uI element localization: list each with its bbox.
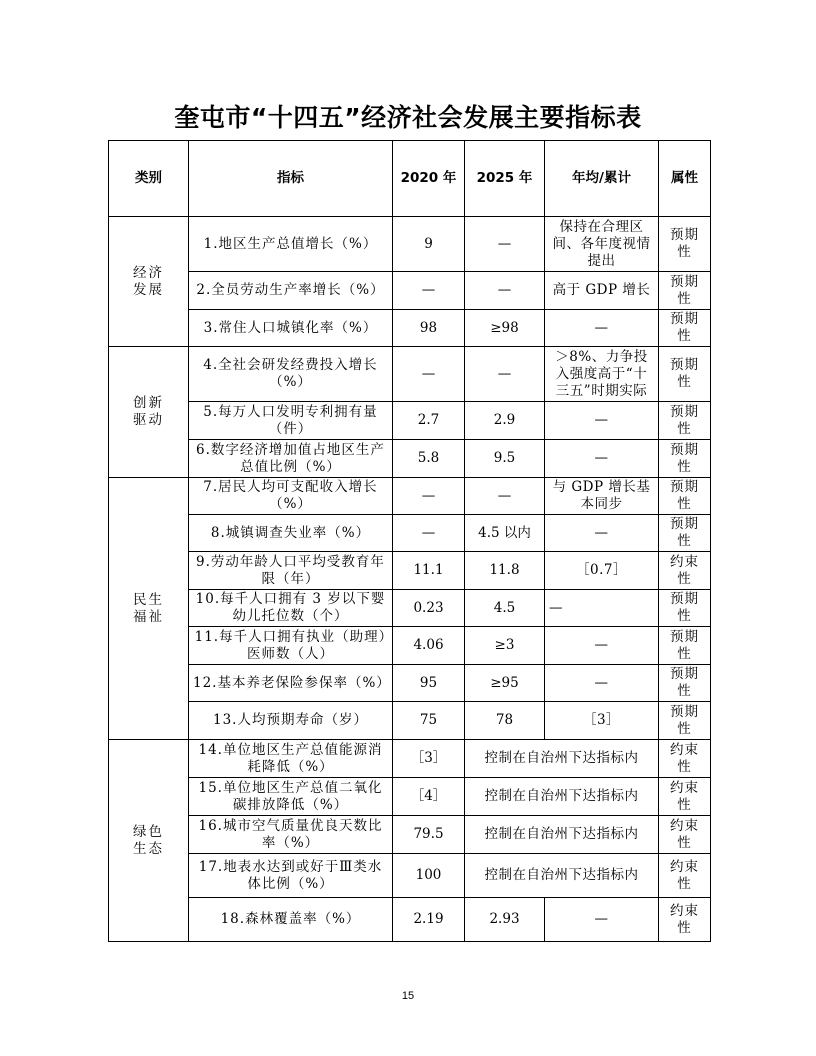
attribute-cell: 约束性 xyxy=(659,816,711,854)
annual-cumulative-cell: 与 GDP 增长基本同步 xyxy=(545,478,659,515)
table-row xyxy=(109,552,711,590)
value-2025-cell: 4.5 以内 xyxy=(465,515,545,552)
annual-cumulative-cell: ＞8%、力争投入强度高于“十三五”时期实际 xyxy=(545,347,659,402)
attribute-cell: 预期性 xyxy=(659,217,711,272)
annual-cumulative-cell: — xyxy=(545,627,659,665)
attribute-cell: 约束性 xyxy=(659,898,711,942)
table-row xyxy=(109,440,711,478)
attribute-cell: 预期性 xyxy=(659,515,711,552)
attribute-cell: 预期性 xyxy=(659,590,711,627)
indicator-table xyxy=(108,140,711,942)
table-row xyxy=(109,478,711,515)
indicator-cell: 13.人均预期寿命（岁） xyxy=(189,702,393,740)
value-2020-cell: ［4］ xyxy=(393,778,465,816)
indicator-cell: 11.每千人口拥有执业（助理）医师数（人） xyxy=(189,627,393,665)
annual-cumulative-cell: — xyxy=(545,310,659,347)
indicator-cell: 6.数字经济增加值占地区生产总值比例（%） xyxy=(189,440,393,478)
value-2020-cell: 4.06 xyxy=(393,627,465,665)
value-2020-cell: — xyxy=(393,272,465,310)
value-2020-cell: 5.8 xyxy=(393,440,465,478)
attribute-cell: 预期性 xyxy=(659,627,711,665)
attribute-cell: 预期性 xyxy=(659,402,711,440)
table-row xyxy=(109,217,711,272)
category-economy xyxy=(109,217,189,347)
attribute-cell: 约束性 xyxy=(659,778,711,816)
page-number: 15 xyxy=(401,990,415,1002)
page-title: 奎屯市“十四五”经济社会发展主要指标表 xyxy=(174,103,642,132)
value-2020-cell: 79.5 xyxy=(393,816,465,854)
table-row xyxy=(109,515,711,552)
value-2025-cell: 11.8 xyxy=(465,552,545,590)
value-2025-cell: — xyxy=(465,478,545,515)
attribute-cell: 预期性 xyxy=(659,347,711,402)
target-merged-cell: 控制在自治州下达指标内 xyxy=(465,740,659,778)
value-2020-cell: 100 xyxy=(393,854,465,898)
value-2020-cell: 9 xyxy=(393,217,465,272)
indicator-cell: 12.基本养老保险参保率（%） xyxy=(189,665,393,702)
indicator-cell: 10.每千人口拥有 3 岁以下婴幼儿托位数（个） xyxy=(189,590,393,627)
category-welfare xyxy=(109,478,189,740)
value-2025-cell: — xyxy=(465,217,545,272)
table-row xyxy=(109,778,711,816)
table-row xyxy=(109,310,711,347)
table-row xyxy=(109,402,711,440)
value-2020-cell: 0.23 xyxy=(393,590,465,627)
indicator-cell: 17.地表水达到或好于Ⅲ类水体比例（%） xyxy=(189,854,393,898)
table-row xyxy=(109,740,711,778)
annual-cumulative-cell: 高于 GDP 增长 xyxy=(545,272,659,310)
indicator-cell: 5.每万人口发明专利拥有量（件） xyxy=(189,402,393,440)
value-2025-cell: 78 xyxy=(465,702,545,740)
value-2025-cell: — xyxy=(465,347,545,402)
table-row xyxy=(109,854,711,898)
indicator-cell: 18.森林覆盖率（%） xyxy=(189,898,393,942)
category-label: 绿色 生态 xyxy=(133,823,164,857)
attribute-cell: 预期性 xyxy=(659,440,711,478)
attribute-cell: 预期性 xyxy=(659,702,711,740)
attribute-cell: 预期性 xyxy=(659,665,711,702)
value-2020-cell: — xyxy=(393,478,465,515)
indicator-cell: 14.单位地区生产总值能源消耗降低（%） xyxy=(189,740,393,778)
value-2020-cell: 75 xyxy=(393,702,465,740)
category-label: 创新 驱动 xyxy=(133,395,164,428)
header-row xyxy=(109,141,711,217)
attribute-cell: 预期性 xyxy=(659,272,711,310)
table-row xyxy=(109,702,711,740)
category-label: 经济 发展 xyxy=(133,264,164,298)
table-row xyxy=(109,272,711,310)
annual-cumulative-cell: — xyxy=(545,440,659,478)
value-2025-cell: ≥3 xyxy=(465,627,545,665)
indicator-cell: 1.地区生产总值增长（%） xyxy=(189,217,393,272)
annual-cumulative-cell: — xyxy=(545,402,659,440)
header-category: 类别 xyxy=(109,141,189,217)
target-merged-cell: 控制在自治州下达指标内 xyxy=(465,854,659,898)
header-annual-cumulative: 年均/累计 xyxy=(545,141,659,217)
category-green xyxy=(109,740,189,942)
target-merged-cell: 控制在自治州下达指标内 xyxy=(465,816,659,854)
value-2020-cell: — xyxy=(393,347,465,402)
header-attribute: 属性 xyxy=(659,141,711,217)
annual-cumulative-cell: — xyxy=(545,590,659,627)
value-2025-cell: 2.9 xyxy=(465,402,545,440)
table-row xyxy=(109,665,711,702)
attribute-cell: 预期性 xyxy=(659,478,711,515)
header-2020: 2020 年 xyxy=(393,141,465,217)
value-2020-cell: 2.19 xyxy=(393,898,465,942)
value-2025-cell: — xyxy=(465,272,545,310)
indicator-cell: 7.居民人均可支配收入增长（%） xyxy=(189,478,393,515)
value-2025-cell: 2.93 xyxy=(465,898,545,942)
indicator-cell: 16.城市空气质量优良天数比率（%） xyxy=(189,816,393,854)
indicator-cell: 4.全社会研发经费投入增长（%） xyxy=(189,347,393,402)
attribute-cell: 约束性 xyxy=(659,740,711,778)
value-2025-cell: 9.5 xyxy=(465,440,545,478)
attribute-cell: 约束性 xyxy=(659,552,711,590)
category-innovation xyxy=(109,347,189,478)
table-row xyxy=(109,816,711,854)
annual-cumulative-cell: — xyxy=(545,665,659,702)
indicator-cell: 3.常住人口城镇化率（%） xyxy=(189,310,393,347)
value-2025-cell: 4.5 xyxy=(465,590,545,627)
value-2020-cell: ［3］ xyxy=(393,740,465,778)
header-2025: 2025 年 xyxy=(465,141,545,217)
table-row xyxy=(109,590,711,627)
value-2020-cell: 95 xyxy=(393,665,465,702)
target-merged-cell: 控制在自治州下达指标内 xyxy=(465,778,659,816)
annual-cumulative-cell: 保持在合理区间、各年度视情提出 xyxy=(545,217,659,272)
table-row xyxy=(109,898,711,942)
table-row xyxy=(109,347,711,402)
indicator-cell: 8.城镇调查失业率（%） xyxy=(189,515,393,552)
value-2020-cell: 2.7 xyxy=(393,402,465,440)
value-2020-cell: — xyxy=(393,515,465,552)
annual-cumulative-cell: ［3］ xyxy=(545,702,659,740)
indicator-cell: 15.单位地区生产总值二氧化碳排放降低（%） xyxy=(189,778,393,816)
annual-cumulative-cell: — xyxy=(545,898,659,942)
value-2025-cell: ≥95 xyxy=(465,665,545,702)
value-2025-cell: ≥98 xyxy=(465,310,545,347)
annual-cumulative-cell: — xyxy=(545,515,659,552)
category-label: 民生 福祉 xyxy=(133,591,164,625)
indicator-cell: 9.劳动年龄人口平均受教育年限（年） xyxy=(189,552,393,590)
header-indicator: 指标 xyxy=(189,141,393,217)
value-2020-cell: 98 xyxy=(393,310,465,347)
indicator-cell: 2.全员劳动生产率增长（%） xyxy=(189,272,393,310)
table-row xyxy=(109,627,711,665)
annual-cumulative-cell: ［0.7］ xyxy=(545,552,659,590)
attribute-cell: 预期性 xyxy=(659,310,711,347)
attribute-cell: 约束性 xyxy=(659,854,711,898)
value-2020-cell: 11.1 xyxy=(393,552,465,590)
